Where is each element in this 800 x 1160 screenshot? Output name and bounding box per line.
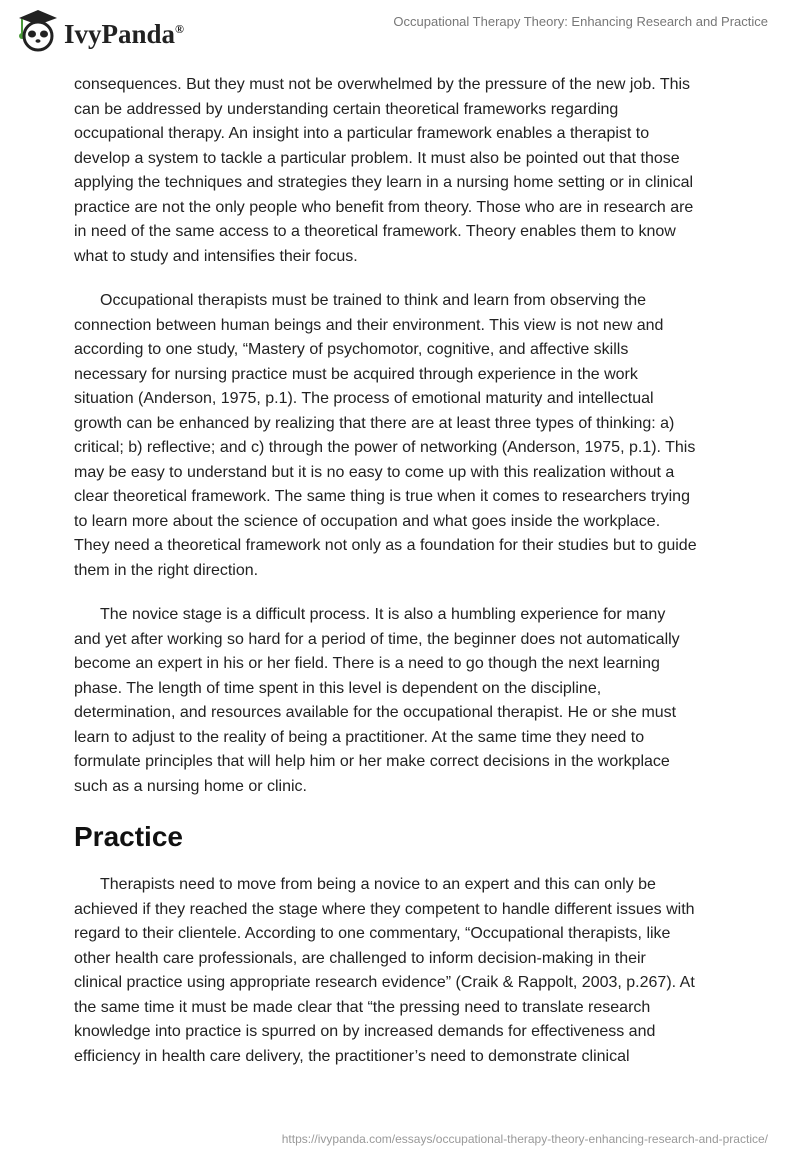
text-line: in need of the same access to a theoretical framework. Theory enables them to know [74, 223, 676, 240]
text-line: other health care professionals, are challenged to inform decision-making in their [74, 949, 646, 967]
text-line: the same time it must be made clear that “the pressing need to translate research [74, 998, 651, 1016]
text-line: practice are not the only people who benefit from theory. Those who are in research are [74, 198, 694, 216]
text-line: can be addressed by understanding certain theoretical frameworks regarding [74, 100, 619, 118]
text-line: necessary for nursing practice must be acquired through experience in the work [74, 365, 638, 383]
text-line: applying the techniques and strategies they learn in a nursing home setting or in clinical [74, 174, 694, 191]
text-line: efficiency in health care delivery, the practitioner’s need to demonstrate clinical [74, 1047, 630, 1065]
paragraph [74, 73, 734, 269]
text-line: them in the right direction. [74, 561, 259, 579]
text-line: achieved if they reached the stage where they competent to handle different issues with [74, 900, 695, 918]
panda-logo-icon [18, 8, 58, 52]
text-line: Occupational therapists must be trained to think and learn from observing the [100, 292, 647, 309]
logo[interactable] [18, 8, 184, 52]
text-line: become an expert in his or her field. There is a need to go though the next learning [74, 655, 660, 672]
text-line: growth can be enhanced by realizing that there are at least three types of thinking: a) [74, 414, 675, 432]
text-line: may be easy to understand but it is no easy to come up with this realization without a [74, 463, 675, 481]
text-line: consequences. But they must not be overwhelmed by the pressure of the new job. This [74, 76, 691, 93]
text-line: determination, and resources available for the occupational therapist. He or she must [74, 704, 677, 721]
text-line: clinical practice using appropriate research evidence” (Craik & Rappolt, 2003, p.267). At [74, 974, 695, 991]
paragraph [74, 873, 734, 1069]
text-line: critical; b) reflective; and c) through the power of networking (Anderson, 1975, p.1). This [74, 439, 696, 456]
source-url[interactable]: https://ivypanda.com/essays/occupational-therapy-theory-enhancing-research-and-practice/ [281, 1132, 768, 1146]
text-line: They need a theoretical framework not only as a foundation for their studies but to guide [74, 537, 697, 554]
text-line: phase. The length of time spent in this level is dependent on the discipline, [74, 679, 602, 697]
text-line: formulate principles that will help him or her make correct decisions in the workplace [74, 753, 670, 770]
text-line: according to one study, “Mastery of psychomotor, cognitive, and affective skills [74, 341, 629, 358]
text-line: and yet after working so hard for a period of time, the beginner does not automatically [74, 630, 680, 648]
header [0, 0, 800, 60]
text-line: The novice stage is a difficult process. It is also a humbling experience for many [100, 606, 666, 623]
section-heading: Practice [74, 821, 183, 852]
text-line: learn to adjust to the reality of being a practitioner. At the same time they need to [74, 728, 645, 746]
text-line: occupational therapy. An insight into a particular framework enables a therapist to [74, 125, 650, 142]
paragraph [74, 289, 734, 583]
paragraph [74, 603, 734, 799]
text-line: such as a nursing home or clinic. [74, 777, 307, 795]
document-title: Occupational Therapy Theory: Enhancing Research and Practice [393, 14, 768, 29]
text-line: develop a system to tackle a particular problem. It must also be pointed out that those [74, 149, 680, 167]
text-line: regard to their clientele. According to one commentary, “Occupational therapists, like [74, 925, 671, 942]
text-line: Therapists need to move from being a novice to an expert and this can only be [100, 876, 656, 893]
text-line: knowledge into practice is spurred on by increased demands for effectiveness and [74, 1023, 656, 1040]
text-line: situation (Anderson, 1975, p.1). The process of emotional maturity and intellectual [74, 390, 654, 407]
text-line: clear theoretical framework. The same thing is true when it comes to researchers trying [74, 488, 690, 505]
article-body [74, 73, 734, 1089]
text-line: to learn more about the science of occupation and what goes inside the workplace. [74, 512, 661, 530]
text-line: what to study and intensifies their focus. [74, 247, 358, 265]
text-line: connection between human beings and their environment. This view is not new and [74, 316, 664, 334]
brand-name: IvyPanda® [64, 18, 185, 49]
